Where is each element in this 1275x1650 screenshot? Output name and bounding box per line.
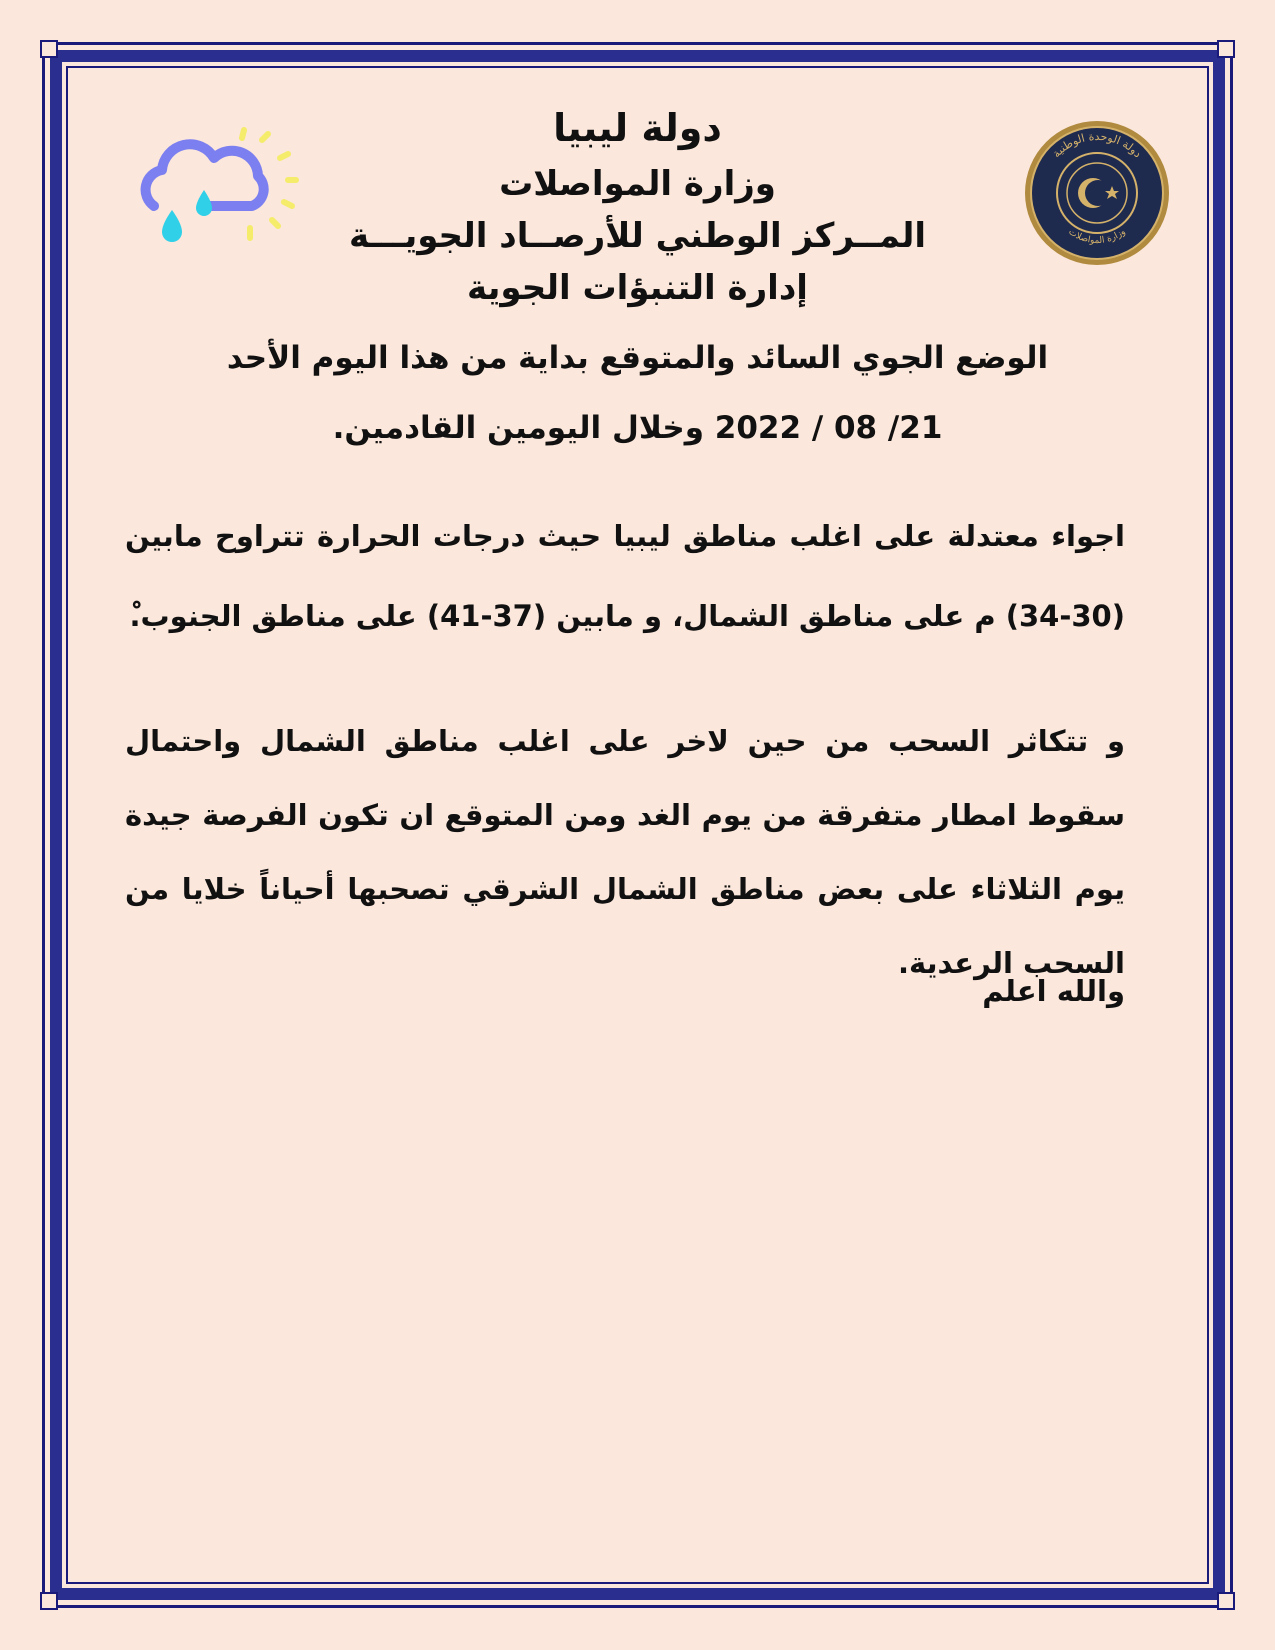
border-corner-bottom-right bbox=[1217, 1592, 1235, 1610]
border-corner-top-right bbox=[1217, 40, 1235, 58]
seal-text-bottom: وزارة المواصلات bbox=[1066, 226, 1128, 247]
border-corner-top-left bbox=[40, 40, 58, 58]
forecast-title: الوضع الجوي السائد والمتوقع بداية من هذا اليوم الأحد bbox=[226, 340, 1049, 376]
header-country: دولة ليبيا bbox=[553, 106, 722, 150]
temperature-paragraph: اجواء معتدلة على اغلب مناطق ليبيا حيث درجات الحرارة تتراوح مابين (30-34) م على مناطق الشمال، و مابين (37-41) على مناطق الجنوب.ْ bbox=[125, 519, 1125, 633]
cloud-rain-sun-icon bbox=[132, 118, 308, 258]
document-page bbox=[68, 68, 1207, 1582]
clouds-paragraph: و تتكاثر السحب من حين لاخر على اغلب مناطق الشمال واحتمال سقوط امطار متفرقة من يوم الغد ومن المتوقع ان تكون الفرصة جيدة يوم الثلاثاء على بعض مناطق الشمال الشرقي تصحبها أحياناً خلايا من السحب الرعدية. bbox=[125, 724, 1125, 980]
closing-text: والله اعلم bbox=[982, 974, 1125, 1008]
forecast-date: 21/ 08 / 2022 وخلال اليومين القادمين. bbox=[332, 410, 943, 446]
header-center: المــركز الوطني للأرصــاد الجويـــة bbox=[348, 216, 927, 256]
header-ministry: وزارة المواصلات bbox=[499, 164, 776, 204]
seal-text-top: دولة الوحدة الوطنية bbox=[1049, 129, 1145, 161]
header-department: إدارة التنبؤات الجوية bbox=[467, 268, 808, 308]
ministry-seal-icon bbox=[1022, 118, 1172, 268]
border-corner-bottom-left bbox=[40, 1592, 58, 1610]
